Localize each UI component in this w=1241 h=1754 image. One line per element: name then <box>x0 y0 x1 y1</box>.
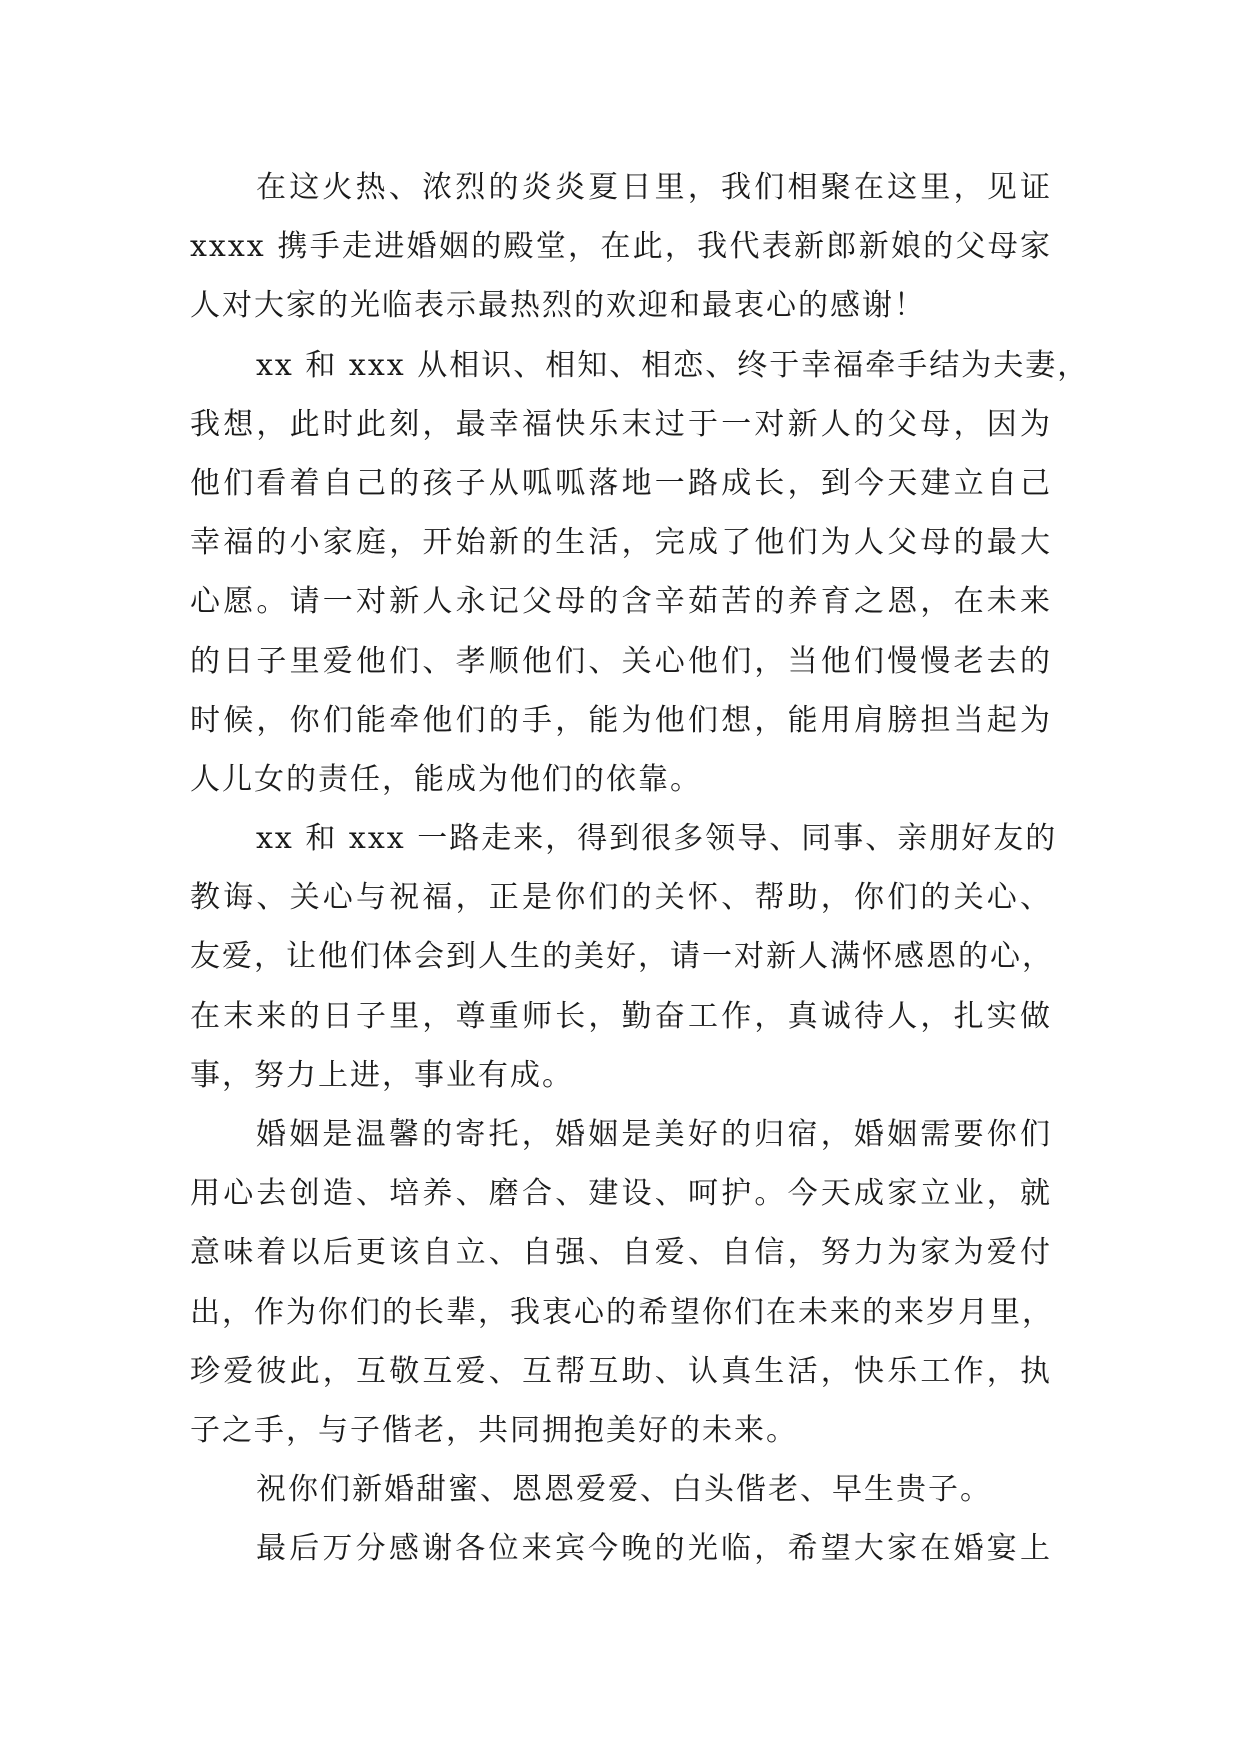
text-line: 在这火热、浓烈的炎炎夏日里，我们相聚在这里，见证 <box>256 170 1052 205</box>
text-line: 出，作为你们的长辈，我衷心的希望你们在未来的来岁月里， <box>190 1294 1054 1330</box>
text-line: 幸福的小家庭，开始新的生活，完成了他们为人父母的最大 <box>190 525 1052 561</box>
text-line: 人儿女的责任，能成为他们的依靠。 <box>190 761 702 797</box>
text-line: 教诲、关心与祝福，正是你们的关怀、帮助，你们的关心、 <box>190 880 1052 916</box>
text-line: 时候，你们能牵他们的手，能为他们想，能用肩膀担当起为 <box>190 702 1052 738</box>
text-line: 用心去创造、培养、磨合、建设、呵护。今天成家立业，就 <box>190 1176 1052 1212</box>
text-line: 意味着以后更该自立、自强、自爱、自信，努力为家为爱付 <box>190 1235 1052 1271</box>
text-line: xxxx 携手走进婚姻的殿堂，在此，我代表新郎新娘的父母家 <box>190 229 1052 265</box>
text-line: 他们看着自己的孩子从呱呱落地一路成长，到今天建立自己 <box>190 465 1052 501</box>
text-line: 婚姻是温馨的寄托，婚姻是美好的归宿，婚姻需要你们 <box>256 1117 1052 1152</box>
text-line: xx 和 xxx 一路走来，得到很多领导、同事、亲朋好友的 <box>256 821 1058 857</box>
text-line: 心愿。请一对新人永记父母的含辛茹苦的养育之恩，在未来 <box>190 584 1052 620</box>
text-line: 在末来的日子里，尊重师长，勤奋工作，真诚待人，扎实做 <box>190 998 1052 1034</box>
text-line: 人对大家的光临表示最热烈的欢迎和最衷心的感谢！ <box>190 288 926 324</box>
text-line: xx 和 xxx 从相识、相知、相恋、终于幸福牵手结为夫妻， <box>256 347 1090 383</box>
document-body <box>190 158 1090 1579</box>
text-line: 友爱，让他们体会到人生的美好，请一对新人满怀感恩的心， <box>190 939 1054 975</box>
text-line: 祝你们新婚甜蜜、恩恩爱爱、白头偕老、早生贵子。 <box>256 1472 992 1508</box>
text-line: 子之手，与子偕老，共同拥抱美好的未来。 <box>190 1412 798 1448</box>
text-line: 的日子里爱他们、孝顺他们、关心他们，当他们慢慢老去的 <box>190 643 1052 679</box>
text-line: 我想，此时此刻，最幸福快乐末过于一对新人的父母，因为 <box>190 406 1052 442</box>
text-line: 珍爱彼此，互敬互爱、互帮互助、认真生活，快乐工作，执 <box>190 1353 1052 1389</box>
text-line: 事，努力上进，事业有成。 <box>190 1057 574 1093</box>
text-line: 最后万分感谢各位来宾今晚的光临，希望大家在婚宴上 <box>256 1531 1052 1567</box>
